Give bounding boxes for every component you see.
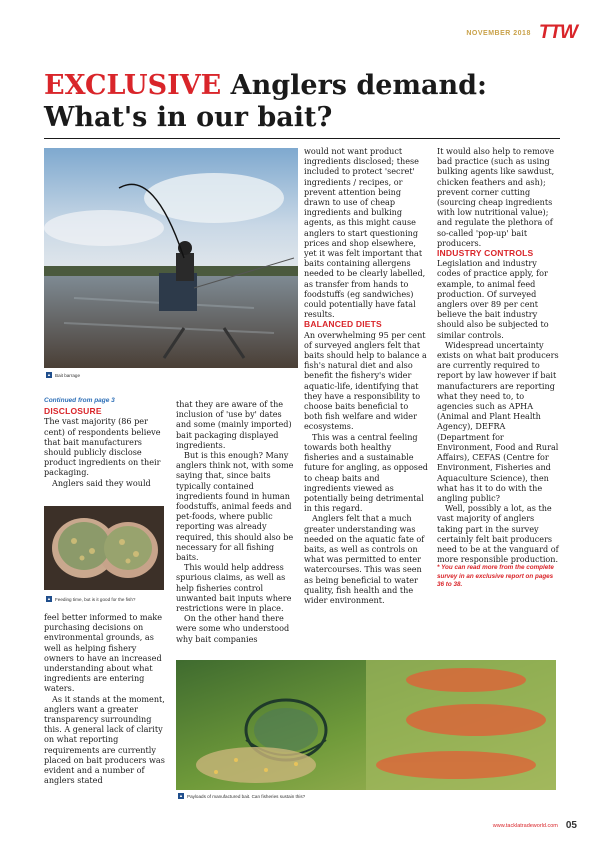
paragraph: But is this enough? Many anglers think not, with some saying that, since baits typically contained ingredients found in human foodstuffs, animal feeds and pet-foods, where public reporting was already required, this should also be necessary for all fishing baits. [176,450,294,563]
continued-note: Continued from page 3 [44,397,115,404]
magazine-logo: TTW [538,22,577,43]
photo-caption-middle: ▲ Feeding time, but is it good for the fish? [47,596,136,602]
paragraph: This was a central feeling towards both healthy fisheries and a sustainable future for angling, as opposed to cheap baits and ingredients viewed as potentially being detrimental in this regard. [304,431,428,514]
paragraph: Legislation and industry codes of practice apply, for example, to animal feed production. Of surveyed anglers over 89 per cent believe the bait industry should also be subjected to similar controls. [437,258,549,340]
paragraph: would not want product ingredients disclosed; these included to protect 'secret' ingredients / recipes, or prevent attention being drawn to use of cheap ingredients and bulking agents, as this might cause anglers to start questioning prices and shop elsewhere, yet it was felt important that baits containing allergens needed to be clearly labelled, as transfer from hands to foodstuffs (eg sandwiches) could potentially have fatal results. [304,146,426,320]
article-title [44,70,564,134]
column-1-bottom [44,612,166,785]
angler-photo [44,148,298,368]
column-4 [437,146,559,590]
page-footer [493,820,577,831]
underwater-bait-photo [176,660,556,790]
paragraph: Anglers said they would [52,477,151,488]
paragraph: On the other hand there were some who understood why bait companies [176,613,290,644]
caption-arrow-icon: ▲ [179,793,183,798]
paragraph: The vast majority (86 per cent) of respondents believe that bait manufacturers should publicly disclose product ingredients on their packaging. [44,416,161,478]
photo-caption-top: ▲ Bait barrage [47,372,81,378]
paragraph: feel better informed to make purchasing decisions on environmental grounds, as well as helping fishery owners to have an increased understanding about what ingredients are entering waters. [44,612,163,694]
paragraph: As it stands at the moment, anglers want a greater transparency surrounding this. A general lack of clarity on what reporting requirements are currently placed on bait producers was evident and a number of anglers stated [44,693,165,786]
column-3 [304,146,428,605]
paragraph: This would help address spurious claims, as well as help fisheries control unwanted bait inputs where restrictions were in place. [176,562,292,614]
issue-date: NOVEMBER 2018 [466,29,531,37]
paragraph: that they are aware of the inclusion of 'use by' dates and some (mainly imported) bait packaging displayed ingredients. [176,399,292,450]
subhead-industry-controls: INDUSTRY CONTROLS [437,248,534,259]
subhead-balanced-diets: BALANCED DIETS [304,319,382,330]
survey-footnote: * You can read more from the complete survey in an exclusive report on pages 36 to 38. [437,564,554,589]
caption-arrow-icon: ▲ [47,596,51,601]
paragraph: Widespread uncertainty exists on what bait producers are currently required to report by law however if bait manufacturers are reporting what they need to, to agencies such as APHA (Animal and Plant Health Agency), DEFRA (Department for Environment, Food and Rural Affairs), CEFAS (Centre for Environment, Fisheries and Aquaculture Science), then what has it to do with the angling public? [437,339,559,503]
photo-caption-bottom: ▲ Payloads of manufactured bait. Can fisheries sustain this? [179,793,306,799]
paragraph: Anglers felt that a much greater understanding was needed on the aquatic fate of baits, as well as controls on what was permitted to enter watercourses. This was seen as being beneficial to water quality, fish health and the wider environment. [304,513,425,605]
title-divider [44,138,560,139]
title-highlight: EXCLUSIVE [44,70,222,101]
subhead-disclosure: DISCLOSURE [44,406,102,417]
paragraph: Well, possibly a lot, as the vast majority of anglers taking part in the survey certainly felt bait producers need to be at the vanguard of more responsible production. [437,503,559,565]
page-number: 05 [565,820,577,831]
bait-hands-photo [44,506,164,590]
website-link[interactable]: www.tacklatradeworld.com [492,822,558,829]
column-1-top [44,396,166,488]
paragraph: It would also help to remove bad practice (such as using bulking agents like sawdust, chicken feathers and ash); prevent corner cutting (sourcing cheap ingredients with low nutritional value); and regulate the plethora of so-called 'pop-up' bait producers. [437,146,555,248]
paragraph: An overwhelming 95 per cent of surveyed anglers felt that baits should help to balance a fish's natural diet and also benefit the fishery's wider aquatic-life, identifying that they have a responsibility to choose baits beneficial to both fish welfare and wider ecosystems. [304,329,427,432]
title-main: Anglers demand: What's in our bait? [44,70,487,133]
caption-arrow-icon: ▲ [47,372,51,377]
page-header [466,22,577,44]
column-2 [176,399,294,644]
